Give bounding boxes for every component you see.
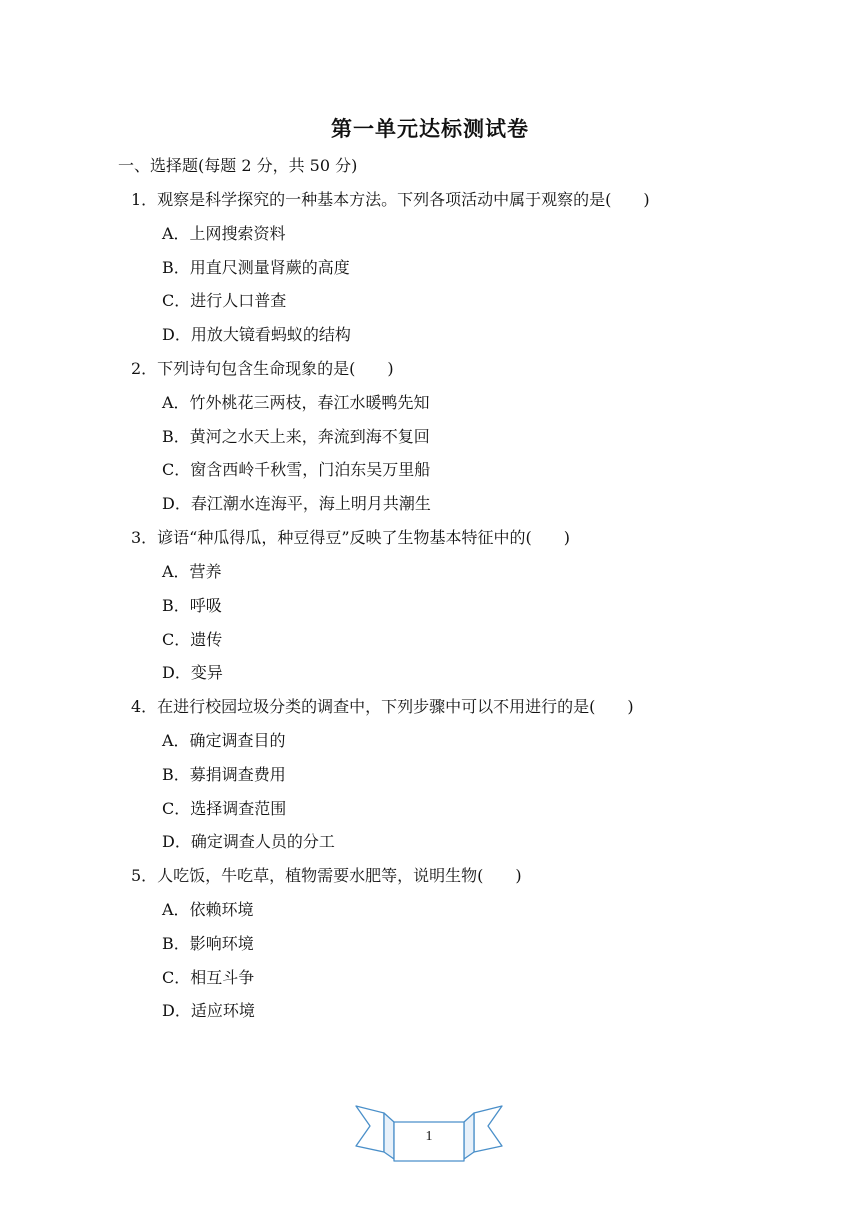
question-1-option-b: B．用直尺测量肾蕨的高度 — [162, 258, 350, 277]
question-5-option-d: D．适应环境 — [162, 1001, 255, 1020]
question-2-stem: 2．下列诗句包含生命现象的是( ) — [131, 359, 394, 378]
question-4-option-c: C．选择调查范围 — [162, 799, 287, 818]
question-5-stem: 5．人吃饭，牛吃草，植物需要水肥等，说明生物( ) — [131, 866, 522, 885]
question-2-option-b: B．黄河之水天上来，奔流到海不复回 — [162, 427, 430, 446]
section-heading: 一、选择题(每题 2 分，共 50 分) — [118, 156, 358, 175]
question-3-option-b: B．呼吸 — [162, 596, 222, 615]
question-2-option-d: D．春江潮水连海平，海上明月共潮生 — [162, 494, 431, 513]
question-3-stem: 3．谚语“种瓜得瓜，种豆得豆”反映了生物基本特征中的( ) — [131, 528, 571, 547]
question-1-option-d: D．用放大镜看蚂蚁的结构 — [162, 325, 351, 344]
question-4-option-a: A．确定调查目的 — [162, 731, 286, 750]
question-1-stem: 1．观察是科学探究的一种基本方法。下列各项活动中属于观察的是( ) — [131, 190, 650, 209]
question-5-option-a: A．依赖环境 — [162, 900, 254, 919]
question-5-option-c: C．相互斗争 — [162, 968, 255, 987]
question-3-option-a: A．营养 — [162, 562, 222, 581]
question-3-option-d: D．变异 — [162, 663, 223, 682]
question-4-option-b: B．募捐调查费用 — [162, 765, 286, 784]
question-2-option-c: C．窗含西岭千秋雪，门泊东吴万里船 — [162, 460, 431, 479]
question-3-option-c: C．遗传 — [162, 630, 223, 649]
question-4-stem: 4．在进行校园垃圾分类的调查中，下列步骤中可以不用进行的是( ) — [131, 697, 634, 716]
question-1-option-a: A．上网搜索资料 — [162, 224, 286, 243]
page-footer-ribbon — [354, 1104, 504, 1166]
question-4-option-d: D．确定调查人员的分工 — [162, 832, 335, 851]
question-2-option-a: A．竹外桃花三两枝，春江水暖鸭先知 — [162, 393, 430, 412]
page-number: 1 — [425, 1129, 433, 1144]
question-1-option-c: C．进行人口普查 — [162, 291, 287, 310]
page-title: 第一单元达标测试卷 — [331, 116, 529, 141]
question-5-option-b: B．影响环境 — [162, 934, 254, 953]
